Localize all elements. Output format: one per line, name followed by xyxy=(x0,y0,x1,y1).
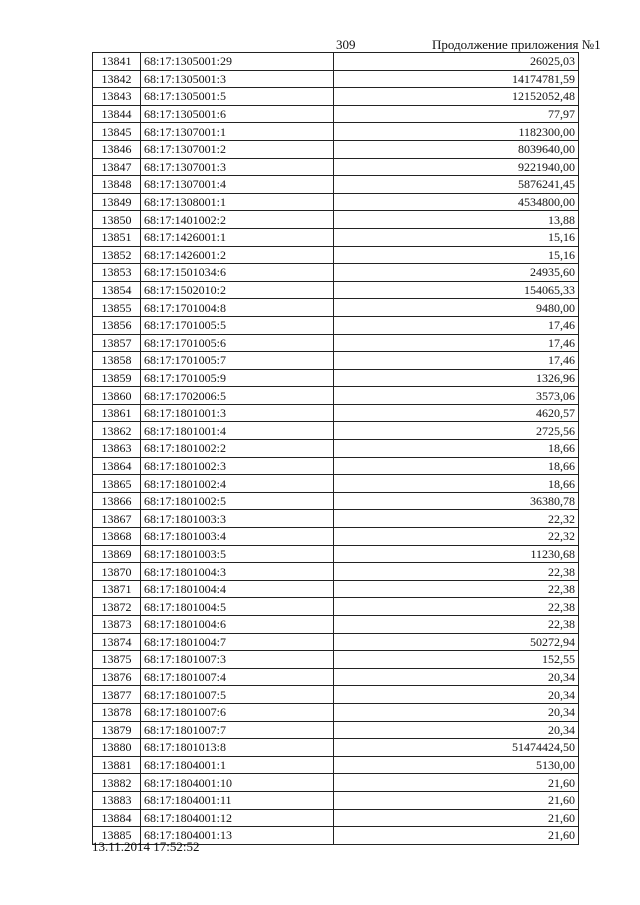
cadastral-number-cell: 68:17:1801002:5 xyxy=(141,492,334,510)
table-row xyxy=(93,53,579,71)
cadastral-number-cell: 68:17:1308001:1 xyxy=(141,193,334,211)
cadastral-value-table xyxy=(92,52,579,845)
cadastral-value-cell: 22,32 xyxy=(334,510,579,528)
table-row xyxy=(93,616,579,634)
row-number-cell: 13873 xyxy=(93,616,141,634)
cadastral-value-cell: 21,60 xyxy=(334,809,579,827)
row-number-cell: 13861 xyxy=(93,404,141,422)
cadastral-number-cell: 68:17:1307001:2 xyxy=(141,140,334,158)
row-number-cell: 13863 xyxy=(93,440,141,458)
print-timestamp: 13.11.2014 17:52:52 xyxy=(92,839,200,854)
row-number-cell: 13849 xyxy=(93,193,141,211)
cadastral-number-cell: 68:17:1804001:1 xyxy=(141,756,334,774)
cadastral-value-cell: 2725,56 xyxy=(334,422,579,440)
cadastral-number-cell: 68:17:1305001:29 xyxy=(141,53,334,71)
cadastral-number-cell: 68:17:1801007:4 xyxy=(141,668,334,686)
table-row xyxy=(93,668,579,686)
row-number-cell: 13864 xyxy=(93,457,141,475)
row-number-cell: 13843 xyxy=(93,88,141,106)
table-row xyxy=(93,563,579,581)
cadastral-value-cell: 17,46 xyxy=(334,352,579,370)
cadastral-value-cell: 22,32 xyxy=(334,528,579,546)
page-number: 309 xyxy=(336,37,356,52)
cadastral-number-cell: 68:17:1801002:4 xyxy=(141,475,334,493)
table-row xyxy=(93,387,579,405)
table-row xyxy=(93,105,579,123)
cadastral-number-cell: 68:17:1801007:5 xyxy=(141,686,334,704)
row-number-cell: 13859 xyxy=(93,369,141,387)
cadastral-number-cell: 68:17:1801004:4 xyxy=(141,580,334,598)
cadastral-value-cell: 22,38 xyxy=(334,563,579,581)
appendix-title: Продолжение приложения №1 xyxy=(432,37,601,52)
table-row xyxy=(93,334,579,352)
cadastral-number-cell: 68:17:1801003:5 xyxy=(141,545,334,563)
cadastral-number-cell: 68:17:1801004:3 xyxy=(141,563,334,581)
table-row xyxy=(93,756,579,774)
table-row xyxy=(93,70,579,88)
cadastral-value-cell: 1326,96 xyxy=(334,369,579,387)
cadastral-value-cell: 5130,00 xyxy=(334,756,579,774)
row-number-cell: 13856 xyxy=(93,316,141,334)
cadastral-number-cell: 68:17:1701005:6 xyxy=(141,334,334,352)
row-number-cell: 13879 xyxy=(93,721,141,739)
table-row xyxy=(93,123,579,141)
cadastral-value-cell: 20,34 xyxy=(334,721,579,739)
table-row xyxy=(93,457,579,475)
cadastral-value-cell: 20,34 xyxy=(334,686,579,704)
row-number-cell: 13877 xyxy=(93,686,141,704)
row-number-cell: 13885 xyxy=(93,827,141,845)
cadastral-value-cell: 21,60 xyxy=(334,774,579,792)
cadastral-value-cell: 20,34 xyxy=(334,668,579,686)
cadastral-number-cell: 68:17:1801001:3 xyxy=(141,404,334,422)
row-number-cell: 13878 xyxy=(93,703,141,721)
row-number-cell: 13881 xyxy=(93,756,141,774)
table-row xyxy=(93,193,579,211)
row-number-cell: 13858 xyxy=(93,352,141,370)
cadastral-value-cell: 77,97 xyxy=(334,105,579,123)
cadastral-value-cell: 21,60 xyxy=(334,827,579,845)
row-number-cell: 13846 xyxy=(93,140,141,158)
table-row xyxy=(93,352,579,370)
cadastral-value-cell: 17,46 xyxy=(334,316,579,334)
cadastral-value-cell: 8039640,00 xyxy=(334,140,579,158)
row-number-cell: 13871 xyxy=(93,580,141,598)
cadastral-number-cell: 68:17:1801004:6 xyxy=(141,616,334,634)
table-row xyxy=(93,545,579,563)
table-row xyxy=(93,246,579,264)
row-number-cell: 13869 xyxy=(93,545,141,563)
cadastral-number-cell: 68:17:1307001:1 xyxy=(141,123,334,141)
row-number-cell: 13872 xyxy=(93,598,141,616)
cadastral-value-cell: 24935,60 xyxy=(334,264,579,282)
row-number-cell: 13850 xyxy=(93,211,141,229)
cadastral-number-cell: 68:17:1801004:5 xyxy=(141,598,334,616)
row-number-cell: 13855 xyxy=(93,299,141,317)
cadastral-value-cell: 18,66 xyxy=(334,457,579,475)
cadastral-number-cell: 68:17:1501034:6 xyxy=(141,264,334,282)
table-row xyxy=(93,510,579,528)
cadastral-value-cell: 20,34 xyxy=(334,703,579,721)
row-number-cell: 13867 xyxy=(93,510,141,528)
cadastral-number-cell: 68:17:1701005:7 xyxy=(141,352,334,370)
table-row xyxy=(93,809,579,827)
table-row xyxy=(93,633,579,651)
cadastral-value-cell: 152,55 xyxy=(334,651,579,669)
row-number-cell: 13841 xyxy=(93,53,141,71)
cadastral-number-cell: 68:17:1801001:4 xyxy=(141,422,334,440)
cadastral-value-cell: 15,16 xyxy=(334,228,579,246)
table-row xyxy=(93,721,579,739)
table-row xyxy=(93,140,579,158)
cadastral-number-cell: 68:17:1801007:6 xyxy=(141,703,334,721)
cadastral-number-cell: 68:17:1307001:4 xyxy=(141,176,334,194)
table-row xyxy=(93,316,579,334)
table-row xyxy=(93,228,579,246)
cadastral-number-cell: 68:17:1804001:10 xyxy=(141,774,334,792)
row-number-cell: 13882 xyxy=(93,774,141,792)
cadastral-value-cell: 21,60 xyxy=(334,791,579,809)
cadastral-number-cell: 68:17:1305001:3 xyxy=(141,70,334,88)
table-row xyxy=(93,703,579,721)
row-number-cell: 13854 xyxy=(93,281,141,299)
cadastral-value-cell: 9480,00 xyxy=(334,299,579,317)
row-number-cell: 13848 xyxy=(93,176,141,194)
row-number-cell: 13853 xyxy=(93,264,141,282)
cadastral-number-cell: 68:17:1502010:2 xyxy=(141,281,334,299)
cadastral-value-cell: 26025,03 xyxy=(334,53,579,71)
cadastral-value-cell: 18,66 xyxy=(334,475,579,493)
row-number-cell: 13874 xyxy=(93,633,141,651)
table-row xyxy=(93,475,579,493)
row-number-cell: 13851 xyxy=(93,228,141,246)
cadastral-number-cell: 68:17:1426001:1 xyxy=(141,228,334,246)
table-row xyxy=(93,88,579,106)
cadastral-number-cell: 68:17:1801002:2 xyxy=(141,440,334,458)
cadastral-number-cell: 68:17:1305001:5 xyxy=(141,88,334,106)
table-row xyxy=(93,281,579,299)
row-number-cell: 13875 xyxy=(93,651,141,669)
table-row xyxy=(93,651,579,669)
cadastral-value-cell: 51474424,50 xyxy=(334,739,579,757)
cadastral-number-cell: 68:17:1801004:7 xyxy=(141,633,334,651)
cadastral-number-cell: 68:17:1801002:3 xyxy=(141,457,334,475)
cadastral-number-cell: 68:17:1804001:13 xyxy=(141,827,334,845)
table-row xyxy=(93,440,579,458)
cadastral-value-cell: 1182300,00 xyxy=(334,123,579,141)
table-row xyxy=(93,791,579,809)
cadastral-value-cell: 5876241,45 xyxy=(334,176,579,194)
cadastral-number-cell: 68:17:1801013:8 xyxy=(141,739,334,757)
cadastral-number-cell: 68:17:1702006:5 xyxy=(141,387,334,405)
cadastral-value-cell: 22,38 xyxy=(334,580,579,598)
cadastral-number-cell: 68:17:1701005:9 xyxy=(141,369,334,387)
row-number-cell: 13880 xyxy=(93,739,141,757)
row-number-cell: 13884 xyxy=(93,809,141,827)
cadastral-value-cell: 22,38 xyxy=(334,598,579,616)
cadastral-number-cell: 68:17:1305001:6 xyxy=(141,105,334,123)
row-number-cell: 13865 xyxy=(93,475,141,493)
row-number-cell: 13866 xyxy=(93,492,141,510)
cadastral-number-cell: 68:17:1801003:3 xyxy=(141,510,334,528)
cadastral-value-cell: 4620,57 xyxy=(334,404,579,422)
row-number-cell: 13860 xyxy=(93,387,141,405)
table-row xyxy=(93,774,579,792)
cadastral-number-cell: 68:17:1801007:7 xyxy=(141,721,334,739)
cadastral-value-cell: 22,38 xyxy=(334,616,579,634)
table-row xyxy=(93,686,579,704)
cadastral-value-cell: 12152052,48 xyxy=(334,88,579,106)
table-row xyxy=(93,580,579,598)
row-number-cell: 13868 xyxy=(93,528,141,546)
cadastral-value-cell: 4534800,00 xyxy=(334,193,579,211)
table-row xyxy=(93,176,579,194)
cadastral-value-cell: 9221940,00 xyxy=(334,158,579,176)
cadastral-value-cell: 154065,33 xyxy=(334,281,579,299)
row-number-cell: 13852 xyxy=(93,246,141,264)
row-number-cell: 13883 xyxy=(93,791,141,809)
table-row xyxy=(93,422,579,440)
table-row xyxy=(93,299,579,317)
cadastral-value-cell: 17,46 xyxy=(334,334,579,352)
cadastral-value-cell: 14174781,59 xyxy=(334,70,579,88)
table-row xyxy=(93,598,579,616)
cadastral-number-cell: 68:17:1701004:8 xyxy=(141,299,334,317)
table-row xyxy=(93,264,579,282)
row-number-cell: 13847 xyxy=(93,158,141,176)
table-row xyxy=(93,211,579,229)
table-row xyxy=(93,739,579,757)
cadastral-number-cell: 68:17:1401002:2 xyxy=(141,211,334,229)
cadastral-value-cell: 15,16 xyxy=(334,246,579,264)
table-row xyxy=(93,492,579,510)
cadastral-number-cell: 68:17:1801003:4 xyxy=(141,528,334,546)
table-row xyxy=(93,369,579,387)
row-number-cell: 13876 xyxy=(93,668,141,686)
row-number-cell: 13857 xyxy=(93,334,141,352)
cadastral-number-cell: 68:17:1426001:2 xyxy=(141,246,334,264)
cadastral-value-cell: 13,88 xyxy=(334,211,579,229)
cadastral-number-cell: 68:17:1307001:3 xyxy=(141,158,334,176)
row-number-cell: 13844 xyxy=(93,105,141,123)
row-number-cell: 13845 xyxy=(93,123,141,141)
cadastral-number-cell: 68:17:1801007:3 xyxy=(141,651,334,669)
cadastral-number-cell: 68:17:1804001:11 xyxy=(141,791,334,809)
table-row xyxy=(93,404,579,422)
row-number-cell: 13870 xyxy=(93,563,141,581)
table-row xyxy=(93,528,579,546)
cadastral-number-cell: 68:17:1701005:5 xyxy=(141,316,334,334)
row-number-cell: 13842 xyxy=(93,70,141,88)
cadastral-value-cell: 18,66 xyxy=(334,440,579,458)
cadastral-value-cell: 3573,06 xyxy=(334,387,579,405)
cadastral-value-cell: 50272,94 xyxy=(334,633,579,651)
table-body xyxy=(93,53,579,845)
cadastral-value-cell: 11230,68 xyxy=(334,545,579,563)
cadastral-number-cell: 68:17:1804001:12 xyxy=(141,809,334,827)
table-row xyxy=(93,158,579,176)
cadastral-value-cell: 36380,78 xyxy=(334,492,579,510)
row-number-cell: 13862 xyxy=(93,422,141,440)
